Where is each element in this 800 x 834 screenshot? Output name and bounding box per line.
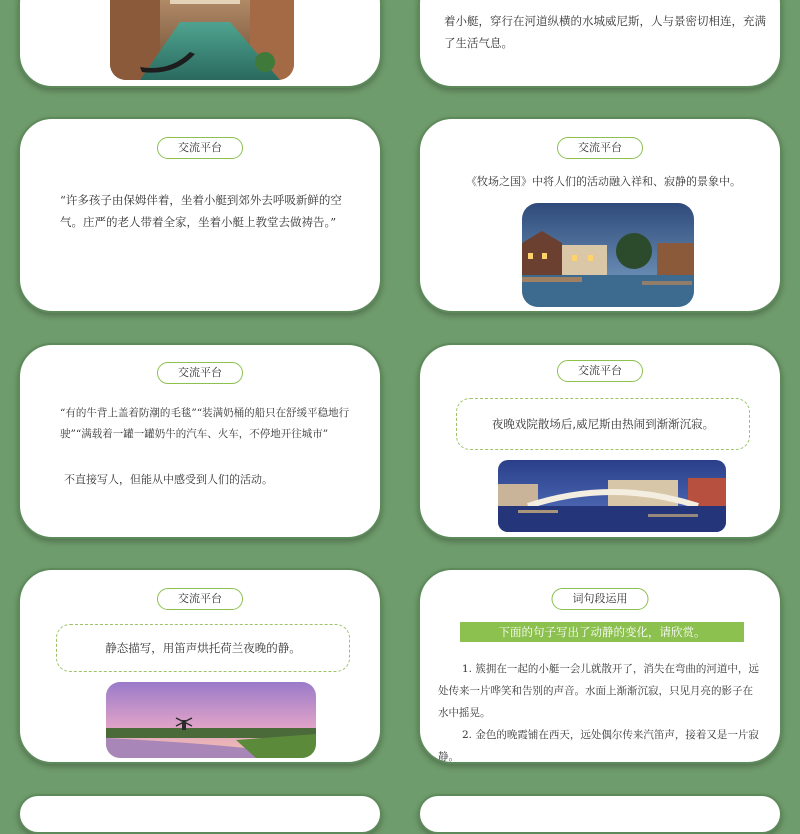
slide-3-tag: 交流平台 xyxy=(157,137,243,159)
slide-1-card[interactable] xyxy=(18,0,382,88)
slide-4-card[interactable] xyxy=(418,117,782,313)
slide-8-instruction-bar: 下面的句子写出了动静的变化，请欣赏。 xyxy=(460,622,744,642)
slide-5-card[interactable] xyxy=(18,343,382,539)
slide-4-text: 《牧场之国》中将人们的活动融入祥和、寂静的景象中。 xyxy=(466,175,741,188)
slide-3-quote: “许多孩子由保姆伴着，坐着小艇到郊外去呼吸新鲜的空气。庄严的老人带着全家，坐着小艇上教堂去做祷告。” xyxy=(60,193,342,229)
rialto-bridge-photo xyxy=(498,460,726,532)
dutch-town-night-photo xyxy=(522,203,694,307)
slide-8-item-1: 1. 簇拥在一起的小艇一会儿就散开了，消失在弯曲的河道中，远处传来一片哗笑和告别的声音。水面上渐渐沉寂，只见月亮的影子在水中摇晃。 xyxy=(438,663,759,719)
slide-7-textbox: 静态描写，用笛声烘托荷兰夜晚的静。 xyxy=(56,624,350,672)
slide-10-card[interactable] xyxy=(418,794,782,834)
slide-5-tag: 交流平台 xyxy=(157,362,243,384)
slide-7-card[interactable] xyxy=(18,568,382,764)
slide-4-tag: 交流平台 xyxy=(557,137,643,159)
slide-2-card[interactable] xyxy=(418,0,782,88)
venice-canal-photo xyxy=(110,0,294,80)
slide-6-tag: 交流平台 xyxy=(557,360,643,382)
slide-6-card[interactable] xyxy=(418,343,782,539)
slide-8-item-2: 2. 金色的晚霞铺在西天，远处偶尔传来汽笛声，接着又是一片寂静。 xyxy=(438,729,759,763)
slide-9-card[interactable] xyxy=(18,794,382,834)
slide-8-tag: 词句段运用 xyxy=(552,588,649,610)
slide-5-note: 不直接写人，但能从中感受到人们的活动。 xyxy=(64,473,273,486)
slide-8-card[interactable] xyxy=(418,568,782,764)
slide-3-card[interactable] xyxy=(18,117,382,313)
dutch-windmill-dusk-photo xyxy=(106,682,316,758)
slide-5-quote: “有的牛背上盖着防潮的毛毯”“装满奶桶的船只在舒缓平稳地行驶”“满载着一罐一罐奶牛的汽车、火车，不停地开往城市” xyxy=(60,407,350,440)
slide-6-textbox: 夜晚戏院散场后,威尼斯由热闹到渐渐沉寂。 xyxy=(456,398,750,450)
slide-7-tag: 交流平台 xyxy=(157,588,243,610)
slide-2-text: 着小艇，穿行在河道纵横的水城威尼斯，人与景密切相连，充满了生活气息。 xyxy=(444,14,766,50)
